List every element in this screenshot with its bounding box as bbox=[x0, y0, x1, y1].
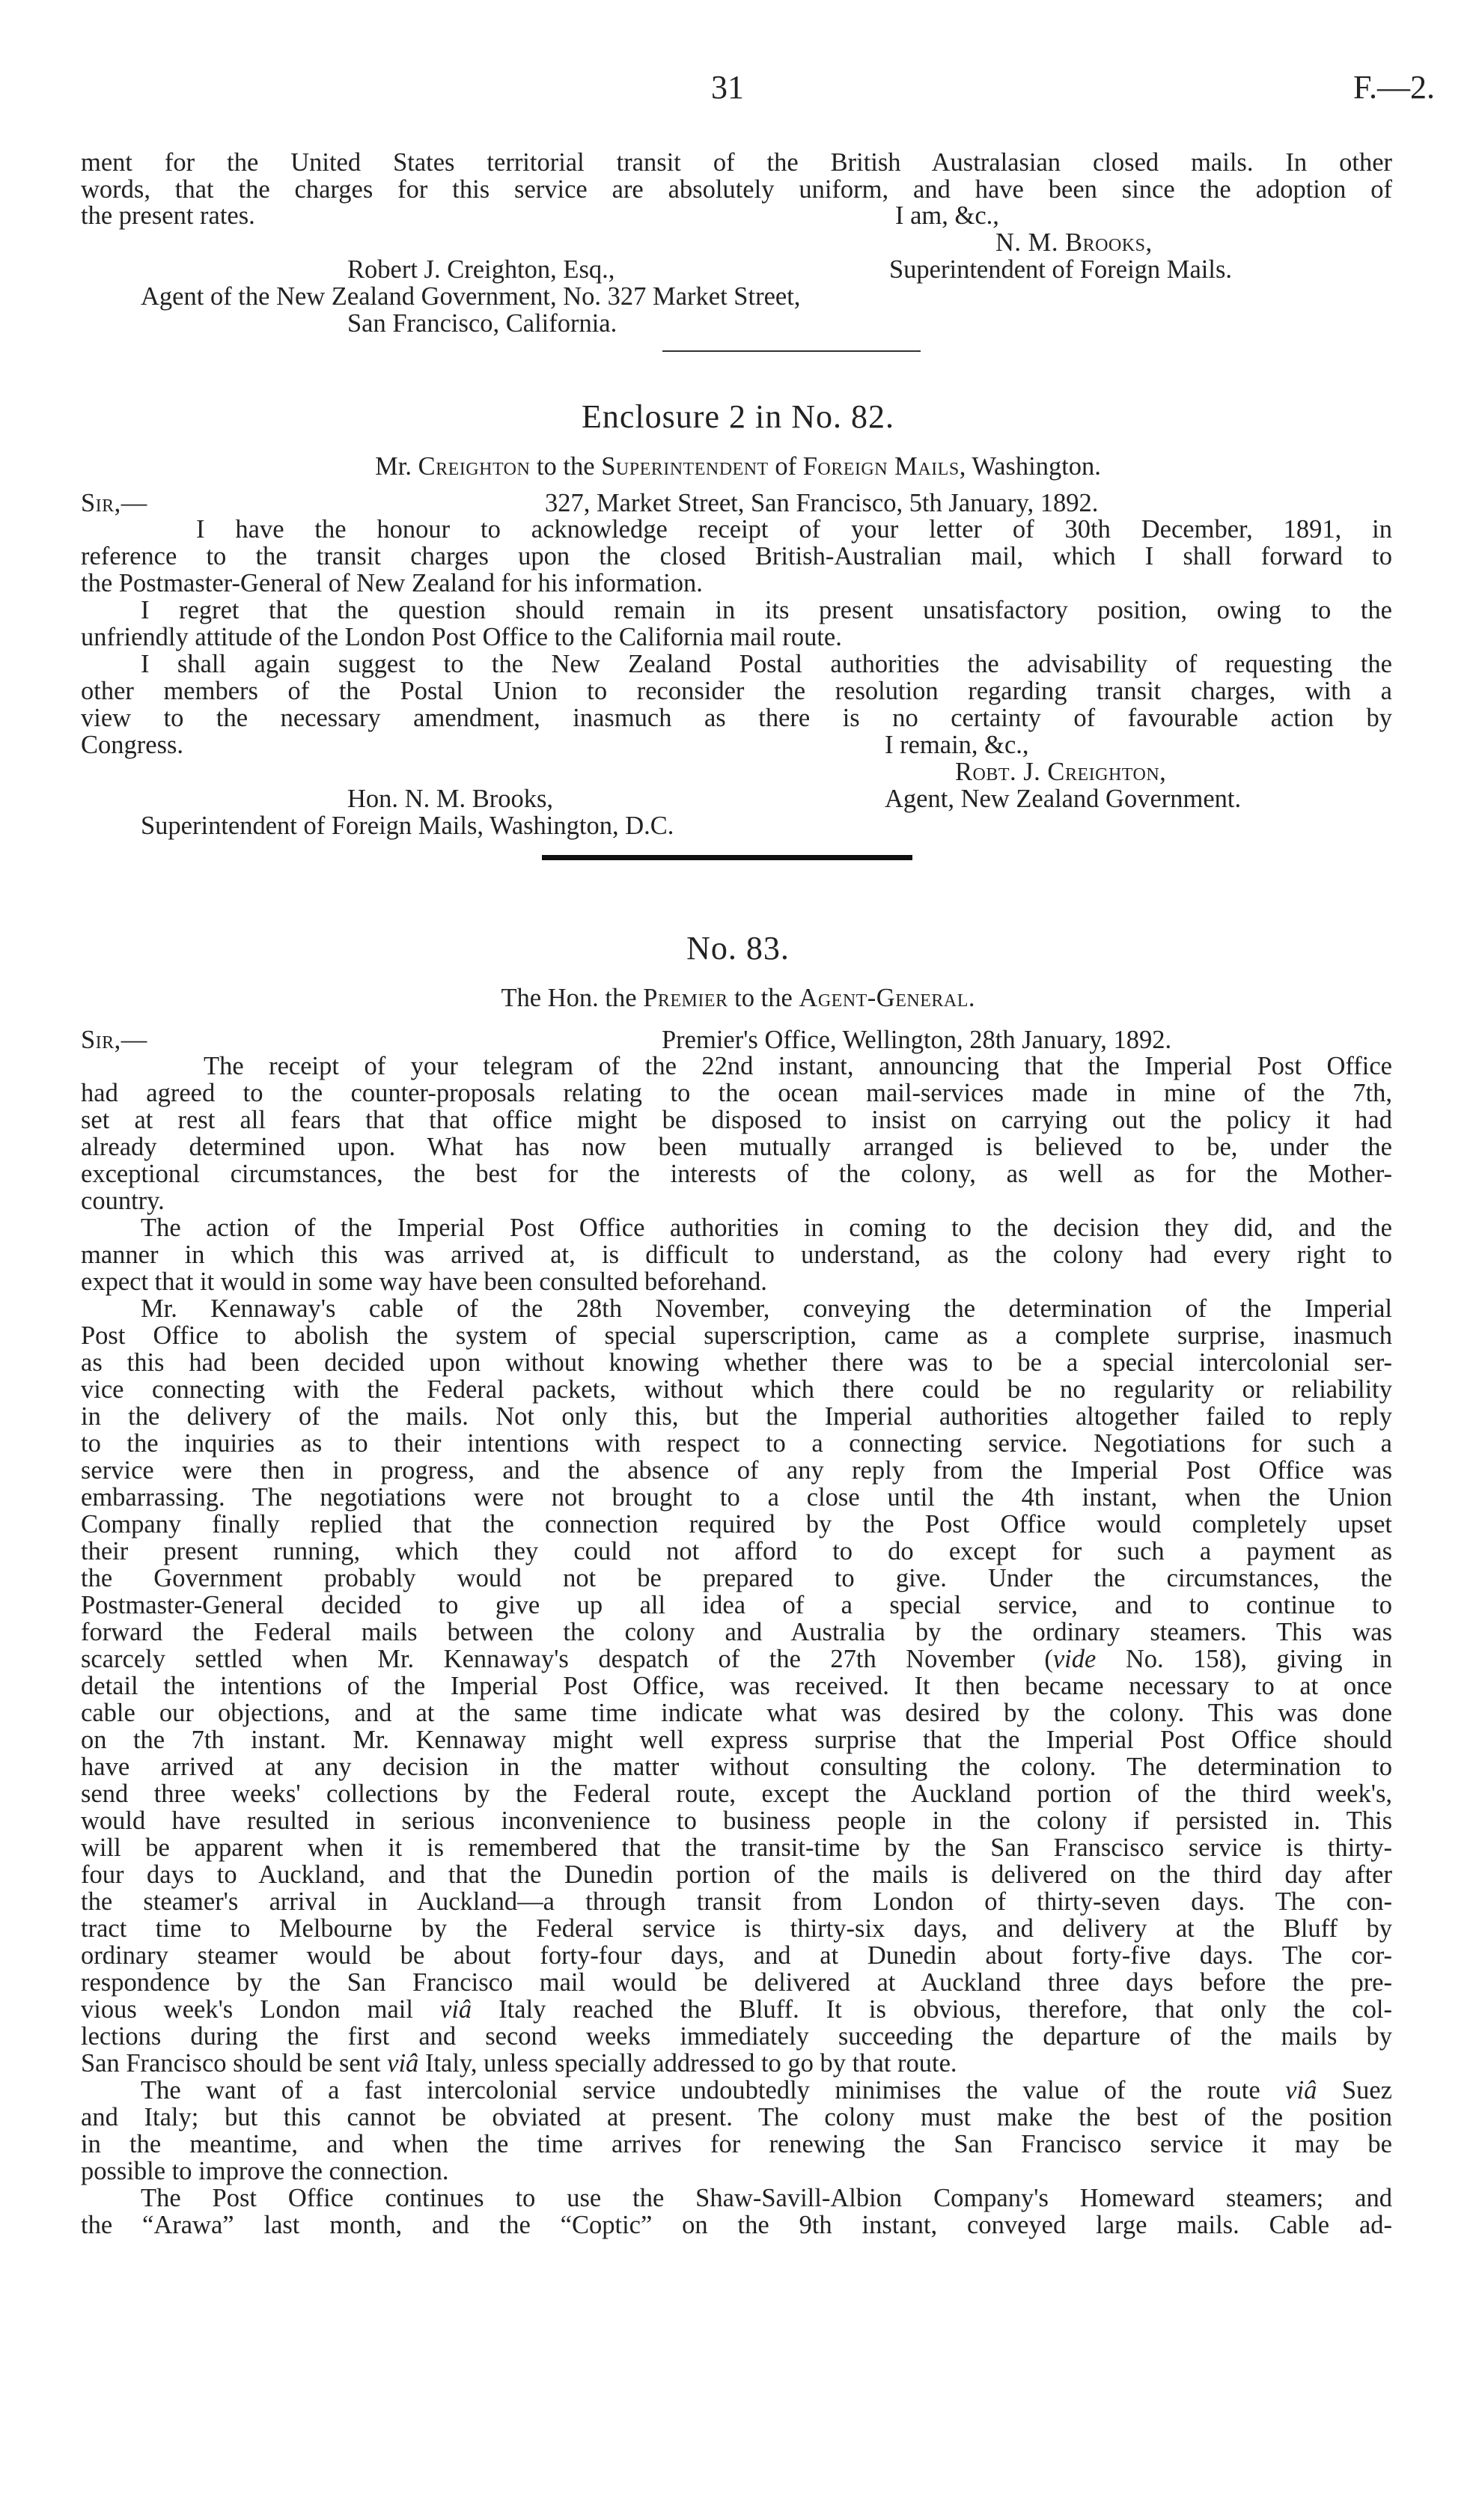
text-line: cable our objections, and at the same time indicate what was desired by the colony. This was done bbox=[81, 1699, 1392, 1727]
text-line: ment for the United States territorial transit of the British Australasian closed mails. In other bbox=[81, 148, 1392, 177]
text-line: Postmaster-General decided to give up all idea of a special service, and to continue to bbox=[81, 1591, 1392, 1619]
text-line: the Government probably would not be prepared to give. Under the circumstances, the bbox=[81, 1564, 1392, 1592]
signer-title: Superintendent of Foreign Mails. bbox=[889, 255, 1233, 284]
text-line: forward the Federal mails between the colony and Australia by the ordinary steamers. This was bbox=[81, 1618, 1392, 1646]
section-divider bbox=[662, 350, 921, 352]
section-divider bbox=[542, 855, 912, 860]
text-line: their present running, which they could not afford to do except for such a payment as bbox=[81, 1537, 1392, 1565]
text-line: the present rates. bbox=[81, 201, 255, 230]
text-line: embarrassing. The negotiations were not brought to a close until the 4th instant, when the Union bbox=[81, 1483, 1392, 1512]
text-line: San Francisco should be sent viâ Italy, unless specially addressed to go by that route. bbox=[81, 2049, 957, 2078]
text-line: had agreed to the counter-proposals relating to the ocean mail-services made in mine of the 7th, bbox=[81, 1079, 1392, 1107]
document-reference: F.—2. bbox=[1353, 69, 1435, 106]
text-line: unfriendly attitude of the London Post Office to the California mail route. bbox=[81, 623, 842, 651]
text-line: on the 7th instant. Mr. Kennaway might well express surprise that the Imperial Post Office should bbox=[81, 1726, 1392, 1754]
text-line: I have the honour to acknowledge receipt of your letter of 30th December, 1891, in bbox=[196, 515, 1392, 544]
address-line: Agent of the New Zealand Government, No. 327 Market Street, bbox=[141, 282, 801, 311]
text-line: to the inquiries as to their intentions with respect to a connecting service. Negotiations for such a bbox=[81, 1429, 1392, 1458]
text-line: words, that the charges for this service are absolutely uniform, and have been since the adoption of bbox=[81, 175, 1392, 204]
address-line: San Francisco, California. bbox=[347, 309, 617, 338]
text-line: lections during the first and second weeks immediately succeeding the departure of the mails by bbox=[81, 2022, 1392, 2051]
page-header bbox=[0, 69, 1476, 120]
text-line: Congress. bbox=[81, 731, 184, 759]
text-line: and Italy; but this cannot be obviated at present. The colony must make the best of the position bbox=[81, 2103, 1392, 2131]
text-line: already determined upon. What has now been mutually arranged is believed to be, under the bbox=[81, 1133, 1392, 1161]
text-line: reference to the transit charges upon the closed British-Australian mail, which I shall forward to bbox=[81, 542, 1392, 570]
text-line: respondence by the San Francisco mail would be delivered at Auckland three days before the pre- bbox=[81, 1968, 1392, 1997]
text-line: possible to improve the connection. bbox=[81, 2157, 449, 2185]
text-line: scarcely settled when Mr. Kennaway's despatch of the 27th November (vide No. 158), giving in bbox=[81, 1645, 1392, 1673]
letter-heading: No. 83. bbox=[686, 930, 790, 967]
text-line: will be apparent when it is remembered that the transit-time by the San Franscisco service is thirty- bbox=[81, 1833, 1392, 1862]
text-line: exceptional circumstances, the best for the interests of the colony, as well as for the Mother- bbox=[81, 1160, 1392, 1188]
signer-title: Agent, New Zealand Government. bbox=[885, 785, 1242, 813]
text-line: vice connecting with the Federal packets, without which there could be no regularity or reliability bbox=[81, 1375, 1392, 1404]
text-line: the steamer's arrival in Auckland—a through transit from London of thirty-seven days. The con- bbox=[81, 1887, 1392, 1916]
text-line: as this had been decided upon without knowing whether there was to be a special intercolonial ser- bbox=[81, 1348, 1392, 1377]
text-line: in the meantime, and when the time arrives for renewing the San Francisco service it may be bbox=[81, 2130, 1392, 2158]
text-line: Mr. Kennaway's cable of the 28th November, conveying the determination of the Imperial bbox=[141, 1294, 1392, 1323]
text-line: I shall again suggest to the New Zealand Postal authorities the advisability of requesting the bbox=[141, 650, 1392, 678]
text-line: tract time to Melbourne by the Federal service is thirty-six days, and delivery at the Bluff by bbox=[81, 1914, 1392, 1943]
letter-addressee: Robert J. Creighton, Esq., bbox=[347, 255, 615, 284]
text-line: would have resulted in serious inconvenience to business people in the colony if persisted in. This bbox=[81, 1807, 1392, 1835]
letter-closing: I remain, &c., bbox=[885, 731, 1029, 759]
text-line: detail the intentions of the Imperial Post Office, was received. It then became necessary to at once bbox=[81, 1672, 1392, 1700]
letter-closing: I am, &c., bbox=[895, 201, 999, 230]
letter-signature: Robt. J. Creighton, bbox=[955, 758, 1167, 786]
text-line: expect that it would in some way have been consulted beforehand. bbox=[81, 1267, 767, 1296]
enclosure-heading: Enclosure 2 in No. 82. bbox=[582, 398, 894, 435]
text-line: set at rest all fears that that office might be disposed to insist on carrying out the policy it had bbox=[81, 1106, 1392, 1134]
text-line: The receipt of your telegram of the 22nd instant, announcing that the Imperial Post Office bbox=[204, 1052, 1392, 1080]
text-line: country. bbox=[81, 1187, 165, 1215]
enclosure-subtitle: Mr. Creighton to the Superintendent of Foreign Mails, Washington. bbox=[375, 452, 1101, 481]
text-line: service were then in progress, and the absence of any reply from the Imperial Post Office was bbox=[81, 1456, 1392, 1485]
dateline: Premier's Office, Wellington, 28th January, 1892. bbox=[662, 1026, 1172, 1054]
text-line: The action of the Imperial Post Office authorities in coming to the decision they did, and the bbox=[141, 1214, 1392, 1242]
letter-subtitle: The Hon. the Premier to the Agent-General. bbox=[501, 984, 975, 1012]
text-line: have arrived at any decision in the matter without consulting the colony. The determination to bbox=[81, 1753, 1392, 1781]
text-line: view to the necessary amendment, inasmuch as there is no certainty of favourable action by bbox=[81, 704, 1392, 732]
letter-addressee: Hon. N. M. Brooks, bbox=[347, 785, 554, 813]
text-line: I regret that the question should remain in its present unsatisfactory position, owing to the bbox=[141, 596, 1392, 624]
text-line: the Postmaster-General of New Zealand for his information. bbox=[81, 569, 703, 597]
text-line: Company finally replied that the connection required by the Post Office would completely upset bbox=[81, 1510, 1392, 1539]
text-line: in the delivery of the mails. Not only this, but the Imperial authorities altogether failed to reply bbox=[81, 1402, 1392, 1431]
text-line: other members of the Postal Union to reconsider the resolution regarding transit charges, with a bbox=[81, 677, 1392, 705]
text-line: four days to Auckland, and that the Dunedin portion of the mails is delivered on the third day after bbox=[81, 1860, 1392, 1889]
text-line: vious week's London mail viâ Italy reached the Bluff. It is obvious, therefore, that only the col- bbox=[81, 1995, 1392, 2024]
text-line: The Post Office continues to use the Shaw-Savill-Albion Company's Homeward steamers; and bbox=[141, 2184, 1392, 2212]
dateline: 327, Market Street, San Francisco, 5th January, 1892. bbox=[545, 489, 1099, 517]
text-line: ordinary steamer would be about forty-four days, and at Dunedin about forty-five days. The cor- bbox=[81, 1941, 1392, 1970]
text-line: Post Office to abolish the system of special superscription, came as a complete surprise, inasmuch bbox=[81, 1321, 1392, 1350]
text-line: The want of a fast intercolonial service undoubtedly minimises the value of the route viâ Suez bbox=[141, 2076, 1392, 2104]
letter-signature: N. M. Brooks, bbox=[995, 228, 1153, 257]
text-line: manner in which this was arrived at, is difficult to understand, as the colony had every right to bbox=[81, 1241, 1392, 1269]
salutation: Sir,— bbox=[81, 1026, 147, 1054]
text-line: the “Arawa” last month, and the “Coptic” on the 9th instant, conveyed large mails. Cable ad- bbox=[81, 2211, 1392, 2239]
page-number: 31 bbox=[711, 69, 744, 106]
salutation: Sir,— bbox=[81, 489, 147, 517]
address-line: Superintendent of Foreign Mails, Washington, D.C. bbox=[141, 812, 674, 840]
text-line: send three weeks' collections by the Federal route, except the Auckland portion of the third week's, bbox=[81, 1780, 1392, 1808]
